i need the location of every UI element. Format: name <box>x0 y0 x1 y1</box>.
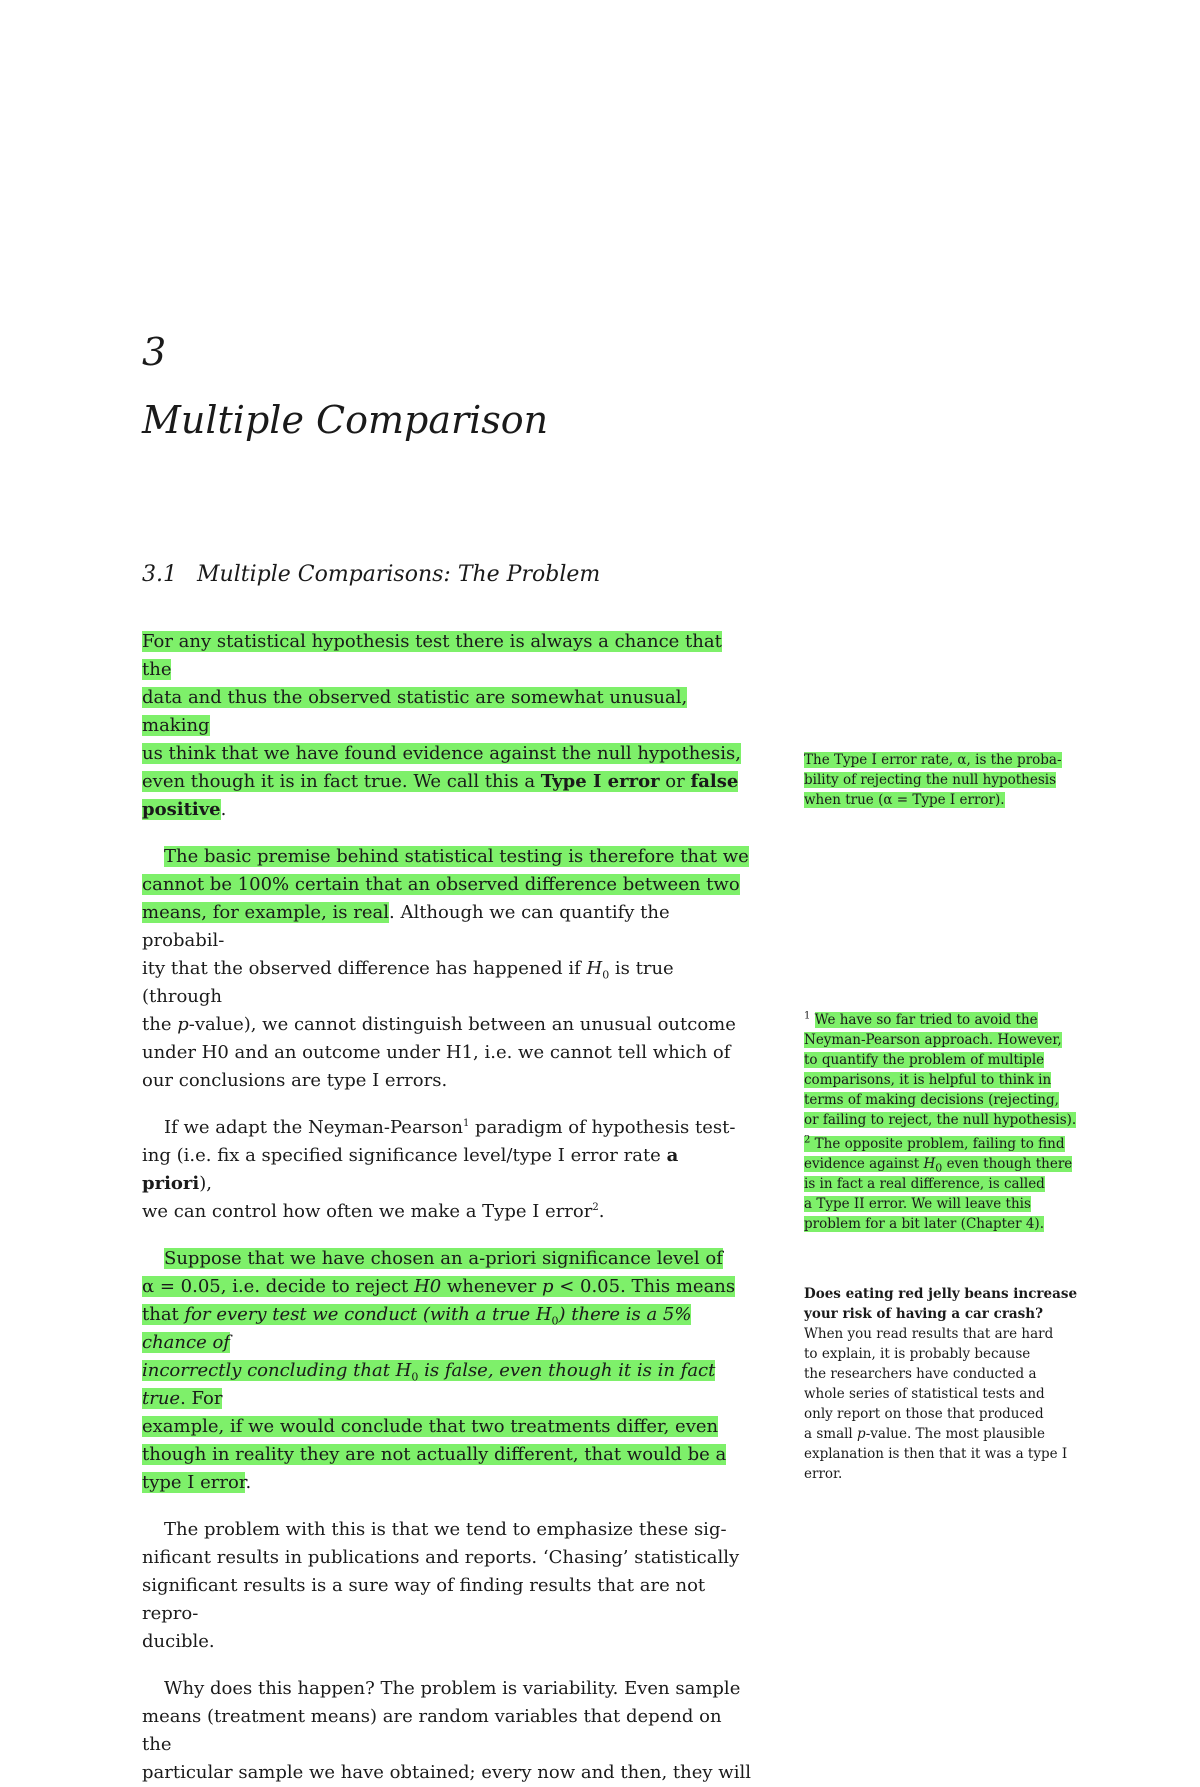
text: the <box>142 1014 178 1035</box>
text: ity that the observed difference has happened if <box>142 958 587 979</box>
highlight: Neyman-Pearson approach. However, <box>804 1032 1062 1048</box>
highlight: when true (α = Type I error). <box>804 792 1005 808</box>
paragraph-6 <box>142 1675 754 1787</box>
section-title: Multiple Comparisons: The Problem <box>197 562 601 587</box>
footnote-ref[interactable]: 2 <box>592 1202 599 1213</box>
text: error. <box>804 1466 843 1482</box>
paragraph-5 <box>142 1516 754 1656</box>
highlight: positive <box>142 799 221 820</box>
highlight <box>142 1276 735 1297</box>
chapter-link[interactable]: 4 <box>1025 1216 1035 1232</box>
text: . <box>220 799 227 820</box>
text: significant results is a sure way of finding results that are not repro- <box>142 1575 706 1624</box>
text: H0 <box>414 1276 442 1297</box>
text: 0 <box>411 1370 419 1384</box>
text: ing (i.e. fix a specified significance level/type I error rate <box>142 1145 667 1166</box>
highlight: Suppose that we have chosen an a-priori significance level of <box>164 1248 723 1269</box>
text: whole series of statistical tests and <box>804 1386 1045 1402</box>
margin-note-jelly-beans <box>804 1284 1094 1484</box>
text: is true (through <box>142 958 674 1007</box>
text: p <box>177 1014 189 1035</box>
text: -value. The most plausible <box>865 1426 1045 1442</box>
footnote-2 <box>804 1134 1094 1234</box>
text: < 0.05. This means <box>553 1276 736 1297</box>
highlight <box>142 1360 715 1409</box>
footnote-mark: 2 <box>804 1134 811 1146</box>
section-number: 3.1 <box>142 562 177 587</box>
text: explanation is then that it was a type I <box>804 1446 1068 1462</box>
text: . For <box>180 1388 223 1409</box>
text: nificant results in publications and reports. ‘Chasing’ statistically <box>142 1547 740 1568</box>
highlight <box>804 1216 1044 1232</box>
text: . Although we can quantify the probabil- <box>142 902 670 951</box>
text: . <box>598 1201 605 1222</box>
text: even though it is in fact true. We call this a <box>142 771 541 792</box>
text: . <box>245 1472 252 1493</box>
footnote-1 <box>804 1010 1094 1130</box>
text: ducible. <box>142 1631 215 1652</box>
highlight: bility of rejecting the null hypothesis <box>804 772 1056 788</box>
margin-question: Does eating red jelly beans increase <box>804 1286 1078 1302</box>
highlight: type I error <box>142 1472 246 1493</box>
footnote-mark: 1 <box>804 1010 811 1022</box>
text: that <box>142 1304 185 1325</box>
text: incorrectly concluding that H <box>142 1360 412 1381</box>
highlight: The basic premise behind statistical testing is therefore that we <box>164 846 749 867</box>
highlight <box>142 771 738 792</box>
text: only report on those that produced <box>804 1406 1044 1422</box>
text: particular sample we have obtained; every now and then, they will <box>142 1762 751 1783</box>
text: even though there <box>942 1156 1073 1172</box>
paragraph-1 <box>142 628 754 824</box>
highlight: a Type II error. We will leave this <box>804 1196 1031 1212</box>
text: H <box>923 1156 936 1172</box>
text: paradigm of hypothesis test- <box>469 1117 736 1138</box>
highlight: The Type I error rate, α, is the proba- <box>804 752 1062 768</box>
text: p <box>857 1426 866 1442</box>
text: for every test we conduct (with a true H <box>184 1304 552 1325</box>
text: the researchers have conducted a <box>804 1366 1037 1382</box>
highlight: or failing to reject, the null hypothesis). <box>804 1112 1077 1128</box>
text: means (treatment means) are random variables that depend on the <box>142 1706 722 1755</box>
text: α = 0.05, i.e. decide to reject <box>142 1276 415 1297</box>
text: whenever <box>441 1276 542 1297</box>
footnote-ref[interactable]: 1 <box>462 1118 470 1129</box>
highlight: means, for example, is real <box>142 902 389 923</box>
paragraph-3 <box>142 1114 754 1226</box>
chapter-title: Multiple Comparison <box>142 398 549 442</box>
text: 0 <box>935 1161 943 1175</box>
text: ), <box>199 1173 212 1194</box>
text: The opposite problem, failing to find <box>814 1136 1065 1152</box>
highlight: We have so far tried to avoid the <box>814 1012 1038 1028</box>
text: ). <box>1034 1216 1044 1232</box>
text: or <box>659 771 691 792</box>
text: our conclusions are type I errors. <box>142 1070 448 1091</box>
text: p <box>541 1276 554 1297</box>
text: evidence against <box>804 1156 924 1172</box>
margin-note-type-i <box>804 750 1094 810</box>
highlight: is in fact a real difference, is called <box>804 1176 1045 1192</box>
text: If we adapt the Neyman-Pearson <box>164 1117 463 1138</box>
margin-question: your risk of having a car crash? <box>804 1306 1044 1322</box>
highlight: comparisons, it is helpful to think in <box>804 1072 1052 1088</box>
paragraph-2 <box>142 843 754 1095</box>
highlight: terms of making decisions (rejecting, <box>804 1092 1059 1108</box>
text: Why does this happen? The problem is variability. Even sample <box>164 1678 741 1699</box>
text: The problem with this is that we tend to emphasize these sig- <box>164 1519 727 1540</box>
text: ) there is a 5% chance of <box>142 1304 692 1353</box>
text: problem for a bit later (Chapter <box>804 1216 1026 1232</box>
highlight: us think that we have found evidence against the null hypothesis, <box>142 743 741 764</box>
highlight: example, if we would conclude that two treatments differ, even <box>142 1416 719 1437</box>
text: false <box>690 771 739 792</box>
chapter-number: 3 <box>142 330 167 374</box>
highlight: cannot be 100% certain that an observed difference between two <box>142 874 740 895</box>
text: Type I error <box>540 771 660 792</box>
highlight: data and thus the observed statistic are somewhat unusual, making <box>142 687 688 736</box>
highlight <box>804 1136 1065 1152</box>
text: we can control how often we make a Type I error <box>142 1201 593 1222</box>
text: a priori <box>142 1145 679 1194</box>
highlight: to quantify the problem of multiple <box>804 1052 1045 1068</box>
text: to explain, it is probably because <box>804 1346 1031 1362</box>
text: under H0 and an outcome under H1, i.e. we cannot tell which of <box>142 1042 731 1063</box>
highlight: though in reality they are not actually different, that would be a <box>142 1444 727 1465</box>
text: When you read results that are hard <box>804 1326 1054 1342</box>
text: H <box>586 958 603 979</box>
highlight: For any statistical hypothesis test there is always a chance that the <box>142 631 722 680</box>
section-heading <box>142 562 600 587</box>
main-text <box>142 628 754 1787</box>
text: 0 <box>602 968 610 982</box>
text: a small <box>804 1426 858 1442</box>
text: 0 <box>551 1314 559 1328</box>
highlight <box>142 1304 691 1353</box>
text: is false, even though it is in fact true <box>142 1360 716 1409</box>
highlight <box>804 1156 1073 1175</box>
paragraph-4 <box>142 1245 754 1497</box>
text: -value), we cannot distinguish between an unusual outcome <box>188 1014 736 1035</box>
